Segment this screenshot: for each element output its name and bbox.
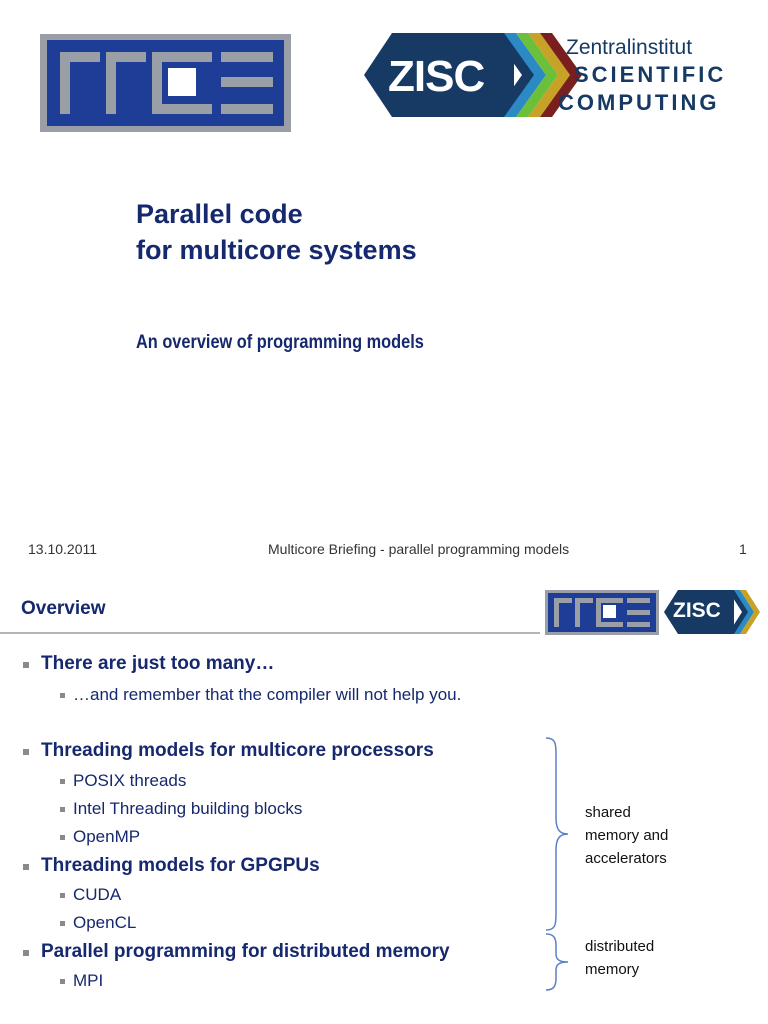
zisc-line2: SCIENTIFIC: [574, 62, 727, 87]
zisc-logo-small: [664, 588, 760, 636]
bullet-3: Threading models for GPGPUs: [23, 855, 320, 877]
bullet-marker: [23, 662, 29, 668]
sub-bullet-marker: [60, 779, 65, 784]
sub-bullet-2-3: OpenMP: [60, 827, 140, 847]
bullet-1: There are just too many…: [23, 653, 274, 675]
rrze-logo: [40, 34, 291, 132]
sub-bullet-4-1: MPI: [60, 971, 103, 991]
sub-bullet-2-1: POSIX threads: [60, 771, 186, 791]
sub-bullet-3-1: CUDA: [60, 885, 121, 905]
sub-bullet-marker: [60, 693, 65, 698]
sub-bullet-marker: [60, 835, 65, 840]
sub-bullet-marker: [60, 807, 65, 812]
brace-distributed: [540, 932, 570, 992]
footer-date: 13.10.2011: [28, 541, 98, 557]
sub-bullet-marker: [60, 979, 65, 984]
distributed-memory-label: distributed memory: [585, 938, 655, 978]
slide-subtitle: An overview of programming models: [136, 332, 424, 353]
rrze-logo-small: [545, 590, 659, 635]
sub-bullet-3-2: OpenCL: [60, 913, 136, 933]
sub-bullet-marker: [60, 921, 65, 926]
shared-memory-label: shared memory and accelerators: [585, 804, 669, 867]
zisc-wordmark: ZISC: [388, 52, 485, 101]
brace-shared: [540, 736, 570, 932]
sub-bullet-marker: [60, 893, 65, 898]
slide-title: [136, 196, 417, 268]
zisc-wordmark-small: ZISC: [673, 599, 721, 622]
footer-title: Multicore Briefing - parallel programming models: [268, 541, 570, 557]
sub-bullet-2-2: Intel Threading building blocks: [60, 799, 302, 819]
bullet-marker: [23, 749, 29, 755]
zisc-logo: [364, 30, 739, 120]
bullet-4: Parallel programming for distributed memory: [23, 941, 450, 963]
slide-title-line2: for multicore systems: [136, 235, 417, 265]
sub-bullet-1-1: …and remember that the compiler will not help you.: [60, 685, 461, 705]
bullet-marker: [23, 950, 29, 956]
title-divider: [0, 632, 540, 634]
bullet-2: Threading models for multicore processors: [23, 740, 434, 762]
zisc-line3: COMPUTING: [558, 90, 720, 115]
overview-title: Overview: [21, 598, 106, 619]
zisc-line1: Zentralinstitut: [566, 36, 693, 59]
footer-page: 1: [739, 541, 747, 557]
slide-title-line1: Parallel code: [136, 199, 303, 229]
bullet-marker: [23, 864, 29, 870]
